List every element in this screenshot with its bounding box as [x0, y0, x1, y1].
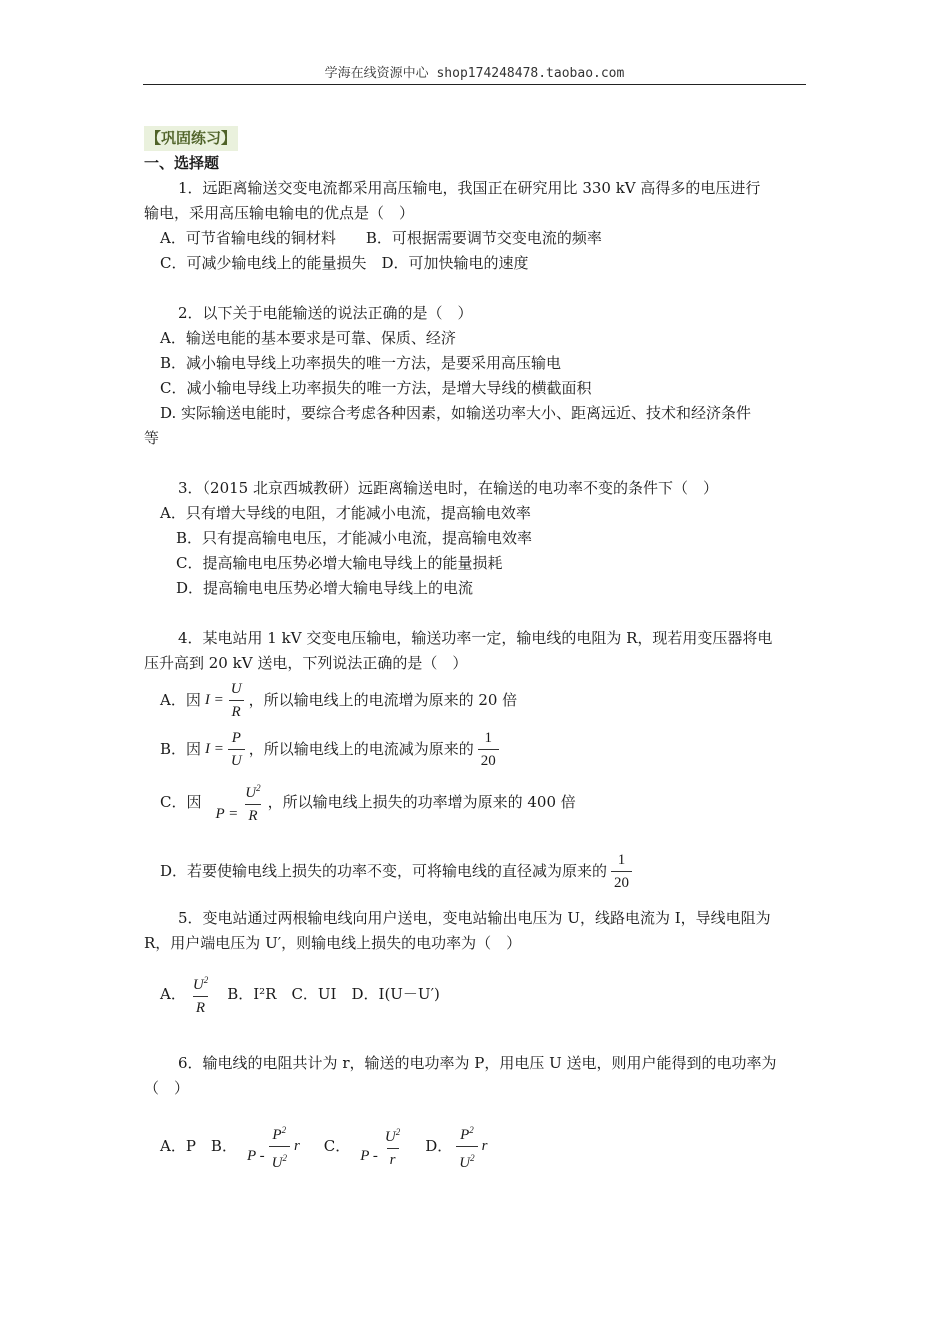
page-header: 学海在线资源中心 shop174248478.taobao.com	[143, 64, 806, 85]
q1-options-ab: A．可节省输电线的铜材料 B．可根据需要调节交变电流的频率	[160, 229, 602, 247]
document-body	[144, 126, 806, 1179]
q5-a-fraction: $\frac{U^2}{R}$	[190, 969, 211, 1019]
q3-option-d: D．提高输电电压势必增大输电导线上的电流	[176, 579, 474, 597]
q4-b-ratio-fraction: $\frac{1}{20}$	[478, 727, 499, 772]
q6-stem-line2: （ ）	[144, 1079, 190, 1097]
q3-option-b: B．只有提高输电电压，才能减小电流，提高输电效率	[176, 529, 533, 547]
q6-stem-line1: 6．输电线的电阻共计为 r，输送的电功率为 P，用电压 U 送电，则用户能得到的电功率为	[178, 1054, 777, 1072]
section-title: 一、选择题	[144, 154, 220, 172]
q6-c-fraction: $\frac{U^2}{r}$	[382, 1121, 403, 1171]
q3-option-a: A．只有增大导线的电阻，才能减小电流，提高输电效率	[160, 504, 531, 522]
q5-stem-line2: R，用户端电压为 U′，则输电线上损失的电功率为（ ）	[144, 934, 522, 952]
q4-option-b: B．因 I = $\frac{P}{U}$ ，所以输电线上的电流减为原来的 $\frac{1}{20}$	[144, 724, 806, 774]
q1-stem-line2: 输电，采用高压输电输电的优点是（ ）	[144, 204, 415, 222]
q4-stem-line1: 4．某电站用 1 kV 交变电压输电，输送功率一定，输电线的电阻为 R，现若用变压器将电	[178, 629, 773, 647]
section-tag: 【巩固练习】	[144, 126, 238, 151]
q1-options-cd: C．可减少输电线上的能量损失 D．可加快输电的速度	[160, 254, 529, 272]
q4-b-fraction: $\frac{P}{U}$	[228, 727, 245, 772]
q4-option-a: A．因 I = $\frac{U}{R}$ ，所以输电线上的电流增为原来的 20 倍	[144, 676, 806, 724]
q1-stem-line1: 1．远距离输送交变电流都采用高压输电，我国正在研究用比 330 kV 高得多的电压进行	[178, 179, 761, 197]
q2-option-d-cont: 等	[144, 429, 160, 447]
q3-stem: 3．（2015 北京西城教研）远距离输送电时，在输送的电功率不变的条件下（ ）	[178, 479, 718, 497]
q2-option-d: D. 实际输送电能时，要综合考虑各种因素，如输送功率大小、距离远近、技术和经济条件	[160, 404, 752, 422]
q6-d-fraction: $\frac{P^2}{U^2}$	[456, 1119, 477, 1174]
q6-options: A．P B． P - $\frac{P^2}{U^2}$ r C． P - $\frac{U^2}{r}$ D． $\frac{P^2}{U^2}$ r	[144, 1101, 806, 1179]
q6-b-fraction: $\frac{P^2}{U^2}$	[269, 1119, 290, 1174]
q4-c-fraction: $\frac{U^2}{R}$	[242, 777, 263, 827]
q2-option-c: C．减小输电导线上功率损失的唯一方法，是增大导线的横截面积	[160, 379, 592, 397]
q2-option-b: B．减小输电导线上功率损失的唯一方法，是要采用高压输电	[160, 354, 562, 372]
q2-stem: 2．以下关于电能输送的说法正确的是（ ）	[178, 304, 473, 322]
q5-stem-line1: 5．变电站通过两根输电线向用户送电，变电站输出电压为 U，线路电流为 I，导线电阻为	[178, 909, 771, 927]
q3-option-c: C．提高输电电压势必增大输电导线上的能量损耗	[176, 554, 503, 572]
q4-d-ratio-fraction: $\frac{1}{20}$	[611, 849, 632, 894]
q2-option-a: A．输送电能的基本要求是可靠、保质、经济	[160, 329, 456, 347]
q4-a-fraction: $\frac{U}{R}$	[228, 678, 245, 723]
q4-stem-line2: 压升高到 20 kV 送电，下列说法正确的是（ ）	[144, 654, 468, 672]
q4-option-d: D．若要使输电线上损失的功率不变，可将输电线的直径减为原来的 $\frac{1}{20}$	[144, 830, 806, 906]
q4-option-c: C．因 P = $\frac{U^2}{R}$ ，所以输电线上损失的功率增为原来的 400 倍	[144, 774, 806, 830]
q5-options: A． $\frac{U^2}{R}$ B．I²R C．UI D．I(U－U′)	[144, 956, 806, 1026]
